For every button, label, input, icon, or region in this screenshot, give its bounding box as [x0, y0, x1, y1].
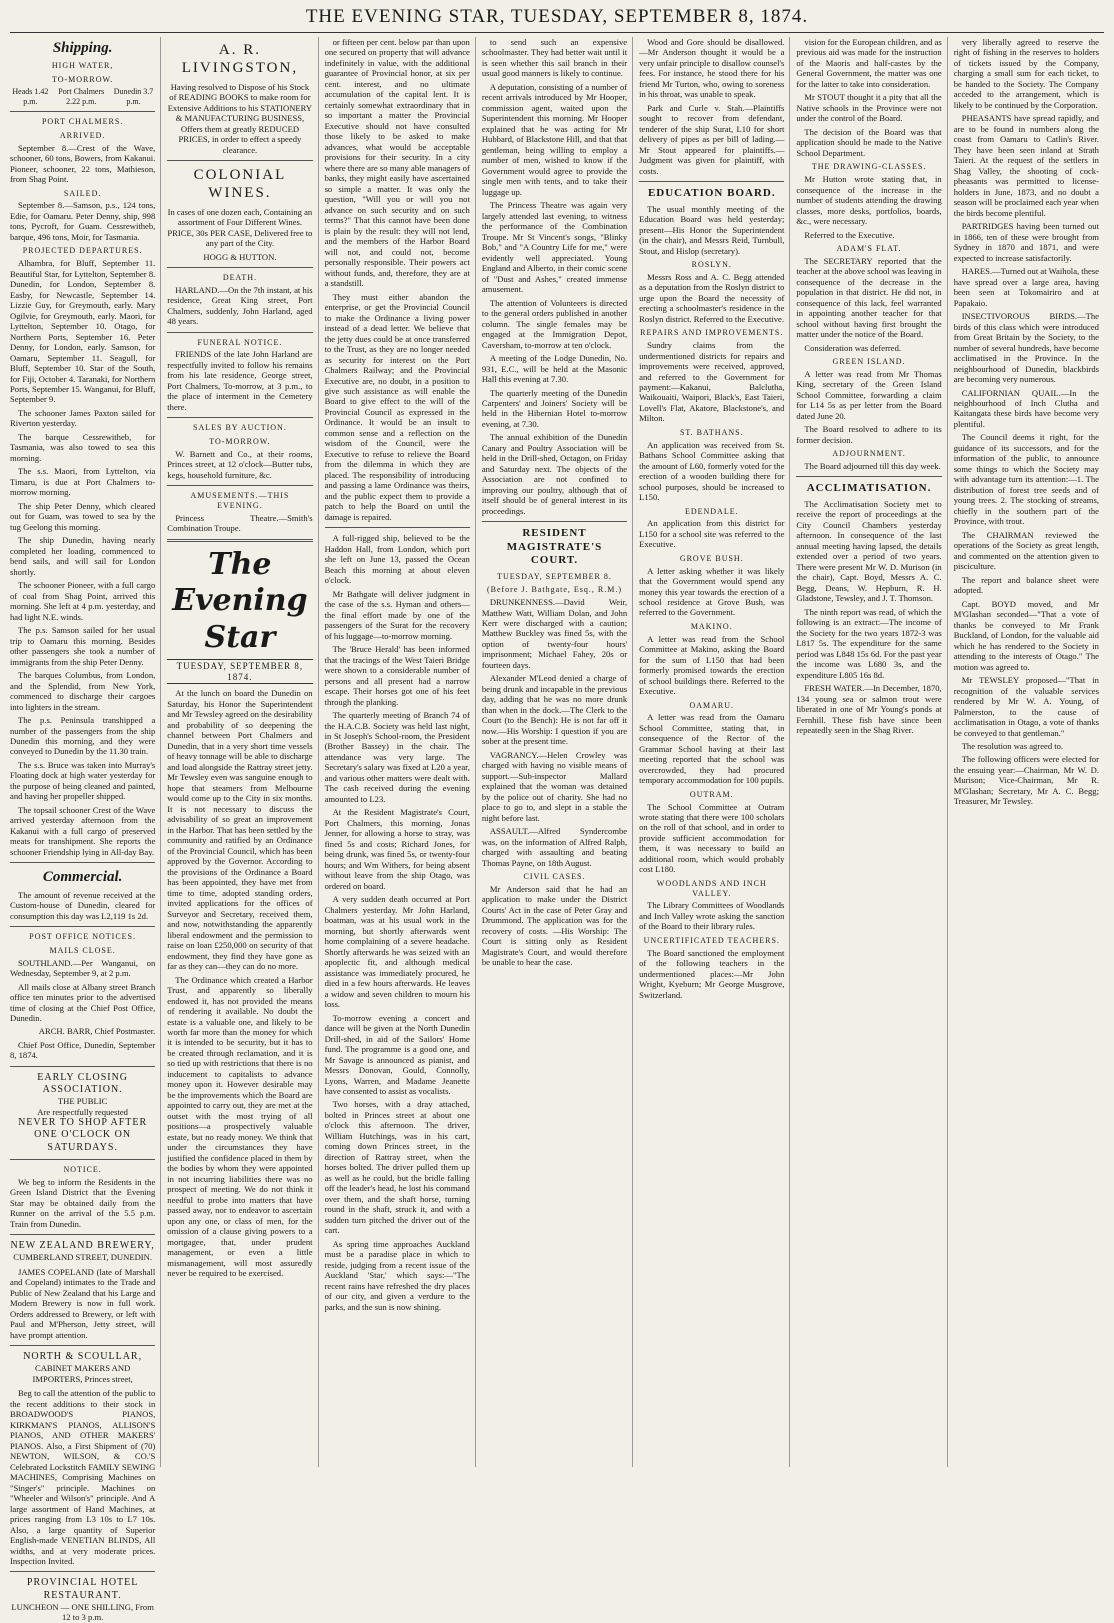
sailed-heading: SAILED.: [63, 188, 102, 198]
report-paragraph: Capt. BOYD moved, and Mr M'Glashan seconded—"That a vote of thanks be conveyed to Mr Frank Buckland, of London, for the valuable aid which he has rendered to the Society in attending to the interests of Otago." The motion was agreed to.: [953, 598, 1099, 672]
high-water-heading: HIGH WATER,: [51, 61, 114, 71]
mails-text: All mails close at Albany street Branch office ten minutes prior to the advertised time of closing at the Chief Post Office, Dunedin.: [10, 981, 156, 1023]
green-island-heading: GREEN ISLAND.: [832, 357, 906, 367]
news-item: At the Resident Magistrate's Court, Port Chalmers, this morning, Jonas Jenner, for allowing a horse to stray, was fined 5s and costs; Richard Jones, for being drunk, was fined 5s, or twenty-four hours; and Wm Withers, for being absent without leave from the ship Otago, was ordered on board.: [324, 807, 470, 891]
report-paragraph: PHEASANTS have spread rapidly, and are to be found in numbers along the coast from Oamaru to Catlin's River. They have been seen inland at Strath Taieri. At the request of the settlers in Shag Valley, the shooting of cock-pheasants was permitted to license-holders in June, 1873, and no doubt a season will be proclaimed each year when the birds become plentiful.: [953, 113, 1099, 218]
report-paragraph: The decision of the Board was that application should be made to the Native School Department.: [796, 126, 942, 158]
auction-heading: SALES BY AUCTION.: [193, 423, 287, 433]
arrived-list: September 8.—Crest of the Wave, schooner, 60 tons, Bowers, from Kakanui. Pioneer, schooner, 22 tons, Mathieson, from Shag Point.: [10, 142, 156, 185]
news-item: A very sudden death occurred at Port Chalmers yesterday. Mr John Harland, boatman, was at his usual work in the morning, but shortly afterwards went home complaining of a severe headache. Shortly afterwards he was seized with an apoplectic fit, and although medical assistance was immediately procured, he died in a few hours afterwards. He leaves a widow and seven children to mourn his loss.: [324, 894, 470, 1010]
columns: [10, 37, 1104, 1623]
brewery-heading: NEW ZEALAND BREWERY,: [10, 1240, 155, 1252]
report-paragraph: FRESH WATER.—In December, 1870, 134 young sea or salmon trout were liberated in one of Mr Young's ponds at Fernhill. These fish have since been repeatedly seen in the Shag River.: [796, 683, 942, 736]
amusements-heading: AMUSEMENTS.—THIS EVENING.: [190, 491, 290, 511]
divider: [10, 1066, 155, 1067]
report-paragraph: The Board sanctioned the employment of the following teachers in the undermentioned places:—Mr John Wright, Kyeburn; Mr George Musgrove, Switzerland.: [639, 947, 785, 1000]
sailed-list: September 8.—Samson, p.s., 124 tons, Edie, for Oamaru. Peter Denny, ship, 998 tons, Pycroft, for Guam. Cessrewitheb, barque, 496 tons, Moir, for Tasmania.: [10, 200, 156, 242]
report-paragraph: Mr STOUT thought it a pity that all the Native schools in the Province were not under the control of the Board.: [796, 92, 942, 124]
commercial-text: The amount of revenue received at the Custom-house of Dunedin, cleared for consumption this day was L2,119 1s 2d.: [10, 889, 156, 921]
tide-port-chalmers: Port Chalmers 2.22 p.m.: [58, 86, 105, 106]
wines-ad: [167, 166, 312, 203]
report-paragraph: CALIFORNIAN QUAIL.—In the neighbourhood of Inch Clutha and Kaitangata these birds have become very plentiful.: [953, 387, 1099, 429]
oamaru-heading: OAMARU.: [689, 700, 735, 710]
scoullar-subheading: CABINET MAKERS AND IMPORTERS, Princes street,: [32, 1363, 133, 1384]
drawing-classes-heading: THE DRAWING-CLASSES.: [811, 162, 927, 172]
brewery-address: CUMBERLAND STREET, DUNEDIN.: [13, 1252, 153, 1263]
report-paragraph: Consideration was deferred.: [804, 342, 902, 353]
tide-heads: Heads 1.42 p.m.: [12, 86, 49, 106]
report-paragraph: HARES.—Turned out at Waihola, these have spread over a large area, having been seen at Tokomairiro and at Papakaio.: [953, 266, 1099, 308]
news-item: The annual exhibition of the Dunedin Canary and Poultry Association will be held in the Drill-shed, Octagon, on Friday and Saturday next. The objects of the Association are not confined to improving our poultry, although that of itself should be of general interest in its proceedings.: [481, 432, 628, 516]
shipping-news: The s.s. Maori, from Lyttelton, via Timaru, is due at Port Chalmers to-morrow morning.: [10, 466, 156, 498]
report-paragraph: The SECRETARY reported that the teacher at the above school was leaving in consequence of the decrease in the population in that district. He did not, in consequence of this lack, feel warranted in appointing another teacher for that school without having first brought the matter under the notice of the Board.: [796, 255, 942, 340]
report-paragraph: Sundry claims from the undermentioned districts for repairs and improvements were received, approved, and referred to the Government for payment:—Kakanui, Balclutha, Waikouaiti, Waipori, Black's, East Taieri, Lovell's Flat, Akatore, Blackstone's, and Milton.: [639, 340, 785, 424]
port-heading: PORT CHALMERS.: [41, 117, 124, 127]
court-item: Park and Curle v. Stah.—Plaintiffs sought to recover from defendant, tenderer of the ship Surat, L10 for short delivery of pipes as per bill of lading.—Mr Stout appeared for plaintiffs.—Judgment was given for plaintiff, with costs.: [639, 102, 785, 176]
court-item: Mr Anderson said that he had an application to make under the District Courts' Act in the case of Peter Gray and Drummond. The application was for the recovery of costs. —His Worship: The Court is sitting only as Resident Magistrate's Court, and would therefore be unable to hear the case.: [481, 883, 628, 968]
report-paragraph: The usual monthly meeting of the Education Board was held yesterday; present—His Honor the Superintendent (in the chair), and Messrs Reid, Turnbull, Stout, and Hislop (secretary).: [639, 203, 785, 256]
column-2: [167, 37, 318, 1467]
divider: [167, 417, 312, 418]
postmaster-signature: ARCH. BARR, Chief Postmaster.: [38, 1026, 156, 1037]
divider: [639, 181, 784, 182]
column-1: [10, 37, 161, 1623]
shipping-news: The schooner Pioneer, with a full cargo of coal from Shag Point, arrived this morning. She left at 4 p.m. yesterday, and had light N.E. winds.: [10, 580, 156, 622]
news-item: Two horses, with a dray attached, bolted in Princes street at about one o'clock this afternoon. The driver, William Hutchings, was in his cart, coming down Princes street, in the direction of Rattray street, when the horses bolted. The driver pulled them up as well as he could, but the bridle falling off the leader's head, he lost his command over them, and the shaft horse, turning round in the shaft, struck it, and with a sudden turn pitched the driver out of the cart.: [324, 1099, 470, 1236]
public-body: Are respectfully requested: [37, 1106, 128, 1117]
repairs-heading: REPAIRS AND IMPROVEMENTS.: [640, 328, 784, 338]
roslyn-heading: ROSLYN.: [691, 260, 732, 270]
one-oclock-text: ONE O'CLOCK ON SATURDAYS.: [34, 1129, 132, 1153]
shipping-news: The p.s. Peninsula transhipped a number of the passengers from the ship Dunedin this morning, and they were conveyed to Dunedin by the 11.30 train.: [10, 715, 156, 757]
report-paragraph: The Board resolved to adhere to its former decision.: [796, 424, 942, 445]
funeral-body: FRIENDS of the late John Harland are respectfully invited to follow his remains from his late residence, George street, Port Chalmers, To-morrow, at 3 p.m., to the place of interment in the Cemetery there.: [167, 349, 313, 412]
outram-heading: OUTRAM.: [689, 789, 734, 799]
tide-table: [10, 87, 155, 107]
tide-dunedin: Dunedin 3.7 p.m.: [113, 86, 154, 106]
news-item: The attention of Volunteers is directed to the general orders published in another column. The single females may be engaged at the Immigration Depot, Caversham, to-morrow at ten o'clock.: [481, 297, 628, 350]
news-item: The quarterly meeting of the Dunedin Carpenters' and Joiners' Society will be held in the Hibernian Hotel to-morrow evening, at 7.30.: [481, 387, 628, 429]
dateline: TUESDAY, SEPTEMBER 8, 1874.: [167, 659, 312, 685]
report-paragraph: Mr Hutton wrote stating that, in consequence of the increase in the number of students attending the drawing classes, more desks, portfolios, boards, &c., were necessary.: [796, 174, 942, 227]
divider: [482, 521, 627, 522]
court-date: TUESDAY, SEPTEMBER 8.: [497, 571, 612, 581]
education-board-heading: EDUCATION BOARD.: [647, 187, 776, 200]
masthead: THE EVENING STAR, TUESDAY, SEPTEMBER 8, 1874.: [10, 6, 1104, 33]
adams-flat-heading: ADAM'S FLAT.: [836, 243, 902, 253]
hotel-body: LUNCHEON — ONE SHILLING, From 12 to 3 p.m.: [11, 1601, 154, 1623]
news-item: The 'Bruce Herald' has been informed that the tracings of the West Taieri Bridge were shown to a considerable number of persons and all present had a narrow escape. Their horses got one of his feet through the planking.: [324, 644, 470, 707]
funeral-heading: FUNERAL NOTICE.: [197, 337, 283, 347]
report-paragraph: The resolution was agreed to.: [961, 741, 1064, 751]
auction-subheading: TO-MORROW.: [209, 437, 271, 447]
public-heading: THE PUBLIC: [57, 1096, 108, 1107]
report-paragraph: The Acclimatisation Society met to receive the report of proceedings at the City Council Chambers yesterday afternoon. In consequence of the last annual meeting having lapsed, the details extended over a period of two years. There were present Mr W. D. Murison (in the chair), Capt. Boyd, Messrs A. C. Begg, Deans, W. Hepburn, R. H. Gladstone, Tewsley, and J. T. Thomson.: [796, 498, 942, 604]
column-7: [954, 37, 1104, 1467]
court-item: DRUNKENNESS.—David Weir, Matthew Watt, William Dolan, and John Kerr were discharged with a caution; Matthew Buckley was fined 5s, with the option of twenty-four hours' imprisonment; Michael Fahey, 20s or fourteen days.: [481, 597, 628, 670]
auction-body: W. Barnett and Co., at their rooms, Princes street, at 12 o'clock—Butter tubs, kegs, household furniture, &c.: [167, 448, 313, 480]
divider: [325, 527, 470, 528]
brewery-ad: [10, 1240, 155, 1263]
divider: [10, 1159, 155, 1160]
scoullar-heading: NORTH & SCOULLAR,: [23, 1351, 143, 1363]
divider: [10, 1234, 155, 1235]
column-4: [482, 37, 633, 1467]
news-item: To-morrow evening a concert and dance will be given at the North Dunedin Drill-shed, in aid of the Sailors' Home fund. The programme is a good one, and Mr Savage is announced as pianist, and Messrs Donovan, Gould, Connolly, Lyons, Warren, and Madame Jeanette have consented to assist as vocalists.: [324, 1012, 470, 1096]
shipping-news: The schooner James Paxton sailed for Riverton yesterday.: [10, 407, 156, 429]
news-item: to send such an expensive schoolmaster. They had better wait until it is seen whether this sail branch in their usual good manners is likely to continue.: [481, 37, 628, 79]
shipping-heading: Shipping.: [52, 40, 113, 56]
wines-firm: HOGG & HUTTON.: [203, 251, 277, 262]
woodlands-heading: WOODLANDS AND INCH VALLEY.: [656, 878, 767, 898]
report-paragraph: The Library Committees of Woodlands and Inch Valley wrote asking the sanction of the Board to their library rules.: [639, 900, 785, 932]
mails-heading: MAILS CLOSE.: [49, 945, 116, 955]
scoullar-body: Beg to call the attention of the public to the recent additions to their stock in BROADWOOD'S PIANOS, KIRKMAN'S PIANOS, ALLISON'S PIANOS, AND OTHER MAKERS' PIANOS. Also, a First Shipment of (70) NEWTON, WILSON, & CO.'S Celebrated Lockstitch FAMILY SEWING MACHINES, Comprising Machines on "Singer's" principle. Machines on "Wheeler and Wilson's" principle. And A large assortment of Hand Machines, at prices ranging from L3 10s to L7 10s. Also, a large quantity of Superior English-made VENETIAN BLINDS, All widths, and at very moderate prices. Inspection Invited.: [10, 1388, 156, 1566]
court-item: Wood and Gore should be disallowed.—Mr Anderson thought it would be a very unfair principle to disallow counsel's fees. For instance, he stood there for his friend Mr Turton, who, owing to soreness in his throat, was unable to speak.: [639, 37, 785, 100]
makino-heading: MAKINO.: [690, 621, 733, 631]
court-item: ASSAULT.—Alfred Syndercombe was, on the information of Alfred Ralph, charged with assaulting and beating Thomas Payne, on 18th August.: [481, 826, 628, 868]
commercial-heading: Commercial.: [42, 869, 123, 886]
post-date: Chief Post Office, Dunedin, September 8, 1874.: [10, 1039, 156, 1061]
death-heading: DEATH.: [222, 273, 258, 282]
report-paragraph: An application was received from St. Bathans School Committee asking that the amount of L60, formerly voted for the erection of a wooden building there for school purposes, should be increased to L150.: [639, 439, 785, 503]
livingston-ad: [167, 41, 312, 78]
divider: [10, 1571, 155, 1572]
livingston-body: Having resolved to Dispose of his Stock of READING BOOKS to make room for Extensive Additions to his STATIONERY & MANUFACTURING BUSINESS, Offers them at greatly REDUCED PRICES, in order to effect a speedy clearance.: [167, 81, 313, 155]
report-paragraph: The Council deems it right, for the guidance of its successors, and for the information of the public, to announce some things to which the Society may with advantage turn its attention:—1. The distribution of forest tree seeds and of young trees. 2. The stocking of streams, chiefly in the southern part of the Province, with trout.: [953, 432, 1099, 527]
leader-paragraph: The Ordinance which created a Harbor Trust, and apparently so liberally endowed it, has not provided the means of rendering it available. No doubt the estate is a valuable one, and likely to be worth far more than the money for which it is intended to be security, but it has to be created through reclamation, and it is so tied up with restrictions that there is no inducement to capitalists to advance money upon it. However desirable may be the improvements which the Board are appointed to carry out, they are met at the outset with the most trying of all positions—a prospectively valuable estate, but no ready money. We think that under the circumstances they have justified the confidence placed in them by the bodies by whom they were appointed in not incurring liabilities there was no prospect of meeting. We do not think it needful to probe into matters that have passed away, nor to endeavor to ascertain upon any one, or class of men, for the omission of a clause giving powers to a mortgagee, that, under prudent management, or even a little mismanagement, will most assuredly never be required to be exercised.: [167, 974, 313, 1279]
amusements-body: Princess Theatre.—Smith's Combination Troupe.: [167, 512, 313, 534]
shipping-news: The barques Columbus, from London, and the Splendid, from New York, commenced to discharge their cargoes into lighters in the stream.: [10, 670, 156, 712]
notice-heading: NOTICE.: [63, 1164, 102, 1174]
leader-paragraph: At the lunch on board the Dunedin on Saturday, his Honor the Superintendent and Mr Tewsley agreed on the desirability and probability of so deepening the channel between Port Chalmers and Dunedin, that in a very short time vessels of heavy tonnage will be able to discharge and load alongside the Rattray street jetty. Mr Tewsley even was sanguine enough to hope that steamers from Melbourne would come up to the City in six months. It is not necessary to discuss the advisability of so great an improvement in the Harbor. That has been settled by the community and ratified by an Ordinance of the Provincial Council, which has been approved by the Governor. According to the provisions of the Ordinance a Board has been appointed, they have met from time to time, adopted standing orders, invited applications for the offices of Surveyor and Secretary, received them, and now, notwithstanding the apparently liberal endowment and the permission to raise on loan £250,000 on security of that endowment, they find they have gone as far as they can—they can do no more.: [167, 688, 313, 972]
column-5: [639, 37, 790, 1467]
newspaper-flag: The Evening Star: [172, 546, 308, 655]
projected-heading: PROJECTED DEPARTURES.: [22, 246, 143, 256]
divider: [10, 111, 155, 112]
report-paragraph: very liberally agreed to reserve the right of fishing in the reserves to holders of tickets issued by the Company, charging a small sum for each ticket, to be handed to the Society. The Company acceded to the arrangement, which is likely to be continued by the Corporation.: [953, 37, 1099, 110]
report-paragraph: A letter asking whether it was likely that the Government would spend any money this year towards the erection of a school residence at Grove Bush, was referred to the Government.: [639, 565, 785, 618]
court-magistrate: (Before J. Bathgate, Esq., R.M.): [486, 585, 623, 595]
report-paragraph: Mr TEWSLEY proposed—"That in recognition of the valuable services rendered by Mr W. A. Young, of Palmerston, to the cause of acclimatisation in Otago, a vote of thanks be conveyed to that gentleman.": [953, 675, 1099, 738]
report-paragraph: A letter was read from the Oamaru School Committee, stating that, in consequence of the Rector of the Grammar School having at their last meeting reported that the school was overcrowded, they had procured temporary accommodation for 100 pupils.: [639, 712, 785, 786]
report-paragraph: The ninth report was read, of which the following is an extract:—The income of the Society for the two years 1872-3 was L817 5s. The expenditure for the same period was L848 15s 6d. For the past year the income was L680 3s, and the expenditure L805 16s 8d.: [796, 606, 942, 680]
report-paragraph: The CHAIRMAN reviewed the operations of the Society as great length, and commented on the attention given to pisciculture.: [953, 529, 1099, 572]
shipping-news: The ship Dunedin, having nearly completed her loading, commenced to bend sails, and will sail for London shortly.: [10, 535, 156, 577]
report-paragraph: A letter was read from Mr Thomas King, secretary of the Green Island School Committee, forwarding a claim for L14 5s as per letter from the Board dated June 20.: [796, 368, 942, 421]
leader-paragraph: They must either abandon the enterprise, or get the Provincial Council to make the Ordinance a living power instead of a dead letter. We believe that the jetty dues could be at once transferred to the Trust, as they are no longer needed as security for interest on the Port Chalmers Railway; and the Provincial Executive are, no doubt, in a position to give such assistance as will enable the Board to give effect to the will of the Provincial Council as expressed in the Ordinance. It would be an insult to common sense and a reflection on the wisdom of the Council, were the Executive to refuse to relieve the Board from the dilemma in which they are placed. The responsibility of introducing and passing a lame Ordinance was theirs, and the public expect them to provide a patch to help the Board on until the damage is repaired.: [324, 291, 470, 522]
brewery-body: JAMES COPELAND (late of Marshall and Copeland) intimates to the Trade and Public of New Zealand that his Large and Modern Brewery is now in full work. Orders addressed to Brewery, or left with Paul and M'Pherson, Jetty street, will have prompt attention.: [10, 1266, 156, 1340]
shipping-news: The p.s. Samson sailed for her usual trip to Oamaru this morning. Besides other passengers she took a number of immigrants from the ship Peter Denny.: [10, 625, 156, 667]
wines-heading: COLONIAL WINES.: [193, 166, 287, 202]
hotel-ad: [10, 1577, 155, 1622]
st-bathans-heading: ST. BATHANS.: [679, 427, 744, 437]
divider: [167, 485, 312, 486]
arrived-heading: ARRIVED.: [59, 131, 106, 141]
hotel-heading: PROVINCIAL HOTEL RESTAURANT.: [26, 1577, 139, 1601]
news-item: Mr Bathgate will deliver judgment in the case of the s.s. Hyman and others—the final effort made by one of the passengers of the Surat for the recovery of his luggage—to-morrow morning.: [324, 588, 470, 641]
report-paragraph: The School Committee at Outram wrote stating that there were 100 scholars on the roll of that school, and in order to provide sufficient accommodation for them, it was necessary to build an additional room, which would probably cost L180.: [639, 801, 785, 875]
report-paragraph: Referred to the Executive.: [804, 229, 895, 240]
early-closing-heading: EARLY CLOSING ASSOCIATION.: [37, 1071, 129, 1096]
uncertificated-heading: UNCERTIFICATED TEACHERS.: [643, 935, 780, 945]
tomorrow-label: TO-MORROW.: [51, 75, 114, 85]
scoullar-ad: [10, 1351, 155, 1384]
grove-bush-heading: GROVE BUSH.: [679, 553, 744, 563]
adjournment-heading: ADJOURNMENT.: [832, 449, 906, 459]
edendale-heading: EDENDALE.: [684, 506, 739, 516]
news-item: A full-rigged ship, believed to be the Haddon Hall, from London, which port she left on June 13, passed the Ocean Beach this morning at about eleven o'clock.: [324, 533, 470, 586]
report-paragraph: PARTRIDGES having been turned out in 1866, ten of these were brought from Sydney in 1870 and 1871, and were expected to increase satisfactorily.: [953, 221, 1099, 263]
report-paragraph: INSECTIVOROUS BIRDS.—The birds of this class which were introduced from Great Britain by the Society, to the number of several hundreds, have become acclimatised in the Province. In the neighbourhood of Dunedin, blackbirds are becoming very numerous.: [953, 311, 1099, 385]
never-shop-text: NEVER TO SHOP AFTER: [18, 1117, 148, 1129]
court-item: Alexander M'Leod denied a charge of being drunk and incapable in the previous day, adding that he was no more drunk than when in the dock.—The Clerk to the Court (to the Bench): He is not far off it now.—His Worship: I question if you are sober at the present time.: [481, 673, 628, 747]
civil-cases-heading: CIVIL CASES.: [523, 872, 586, 882]
divider: [167, 160, 312, 161]
divider: [10, 1345, 155, 1346]
shipping-news: The topsail schooner Crest of the Wave arrived yesterday afternoon from the Kakanui with a full cargo of preserved meats for transhipment. She reports the schooner Friendship lying in All-day Bay.: [10, 804, 156, 857]
report-paragraph: Messrs Ross and A. C. Begg attended as a deputation from the Roslyn district to urge upon the Board the necessity of erecting a schoolmaster's residence in the Roslyn district. Referred to the Executive.: [639, 271, 785, 324]
report-paragraph: vision for the European children, and as previous aid was made for the instruction of the Maoris and half-castes by the General Government, the matter was one for the latter to take into consideration.: [796, 37, 942, 89]
shipping-news: The ship Peter Denny, which cleared out for Guam, was towed to sea by the tug Geelong this morning.: [10, 500, 156, 532]
news-item: The Princess Theatre was again very largely attended last evening, to witness the performance of the Combination Troupe. Mr St Vincent's songs, "Blinky Bob," and "A Country Life for me," were evidently well appreciated. Young England and Alberto, in their comic scene of "Dust and Ashes," created immense amusement.: [481, 200, 628, 295]
report-paragraph: A letter was read from the School Committee at Makino, asking the Board for the sum of L150 that had been formerly promised towards the erection of school buildings there. Referred to the Executive.: [639, 633, 785, 697]
early-closing-ad: [10, 1072, 155, 1154]
mails-text: SOUTHLAND.—Per Wanganui, on Wednesday, September 9, at 2 p.m.: [10, 957, 156, 979]
news-item: A meeting of the Lodge Dunedin, No. 931, E.C., will be held at the Masonic Hall this evening at 7.30.: [481, 353, 628, 385]
divider: [796, 476, 941, 477]
divider: [167, 267, 312, 268]
post-office-heading: POST OFFICE NOTICES.: [29, 932, 137, 942]
report-paragraph: The report and balance sheet were adopted.: [953, 574, 1099, 596]
projected-list: Alhambra, for Bluff, September 11. Beautiful Star, for Lyttelton, September 8. Dunedin, for London, September 8. Easby, for Newcastle, September 14. Lizzie Guy, for Greymouth, early. Mary Ogilvie, for Greymouth, early. Maori, for Lyttelton, September 10. Otago, for Northern Ports, September 16. Peter Denny, for London, early. Samson, for Oamaru, September 11. Seagull, for Bluff, September 10. Star of the South, for Fiji, October 4. Taranaki, for Northern Ports, September 15. Wanganui, for Bluff, September 9.: [10, 258, 156, 405]
shipping-news: The barque Cessrewitheb, for Tasmania, was also towed to sea this morning.: [10, 431, 156, 463]
wines-body: In cases of one dozen each, Containing an assortment of Four Different Wines. PRICE, 30s PER CASE, Delivered free to any part of the City.: [167, 206, 313, 249]
news-item: As spring time approaches Auckland must be a paradise place in which to reside, judging from a recent issue of the Auckland 'Star,' which says:—"The recent rains have refreshed the dry places of our city, and given a verdure to the parks, and the sun is now shining.: [324, 1238, 470, 1312]
court-item: VAGRANCY.—Helen Crowley was charged with having no visible means of support.—Sub-inspector Mallard explained that the woman was detained by the police out of charity. She had no place to go to, and slept in a stable the night before last.: [481, 749, 628, 823]
leader-paragraph: or fifteen per cent. below par than upon one secured on property that will advance indefinitely in value, with the additional guarantee of Provincial honor, at six per cent. interest, and no ultimate accumulation of the capital lent. It is certainly somewhat extraordinary that in so important a matter the Provincial Executive should not have consulted those likely to be asked to make advances, what would be acceptable provisions for their security. In a city where there are so many able managers of banks, they might easily have ascertained so simple a matter. It was only the question, "Will you or will you not advance on such security and on such terms?" That this cannot have been done is plain by the result: they will not lend, and the members of the Harbor Board will not, and could not, become personally responsible. Their powers act without funds, and, therefore, they are at a standstill.: [324, 37, 470, 289]
news-item: The quarterly meeting of Branch 74 of the H.A.C.B. Society was held last night, in St Joseph's School-room, the President (Brother Bassey) in the chair. The attendance was very large. The Secretary's salary was fixed at L20 a year, and various other matters were dealt with. The cash received during the evening amounted to L23.: [324, 710, 470, 804]
column-3: [325, 37, 476, 1467]
divider: [10, 862, 155, 863]
court-heading: RESIDENT MAGISTRATE'S COURT.: [506, 527, 603, 567]
divider: [10, 926, 155, 927]
report-paragraph: The following officers were elected for the ensuing year:—Chairman, Mr W. D. Murison; Vice-Chairman, Mr R. M'Glashan; Secretary, Mr A. C. Begg; Treasurer, Mr Tewsley.: [953, 754, 1099, 807]
divider: [167, 539, 312, 542]
report-paragraph: The Board adjourned till this day week.: [804, 460, 941, 471]
notice-text: We beg to inform the Residents in the Green Island District that the Evening Star may be obtained daily from the Runner on the arrival of the 5.5 p.m. Train from Dunedin.: [10, 1176, 156, 1229]
acclimatisation-heading: ACCLIMATISATION.: [806, 482, 932, 495]
shipping-news: The s.s. Bruce was taken into Murray's Floating dock at high water yesterday for the purpose of being cleaned and painted, and having her propeller shipped.: [10, 759, 156, 802]
livingston-heading: A. R. LIVINGSTON,: [181, 42, 299, 77]
news-item: A deputation, consisting of a number of recent arrivals introduced by Mr Hooper, commission agent, waited upon the Superintendent this morning. Mr Hooper explained that he was acting for Mr Hubbard, of Blackstone Hill, and that that gentleman, being willing to employ a number of men, wished to know if the Government would agree to provide the single men with tents, and to take their luggage up.: [481, 81, 628, 197]
column-6: [796, 37, 947, 1467]
death-body: HARLAND.—On the 7th instant, at his residence, Great King street, Port Chalmers, suddenly, John Harland, aged 48 years.: [167, 284, 313, 327]
report-paragraph: An application from this district for L150 for a school site was referred to the Executive.: [639, 518, 785, 550]
divider: [167, 332, 312, 333]
